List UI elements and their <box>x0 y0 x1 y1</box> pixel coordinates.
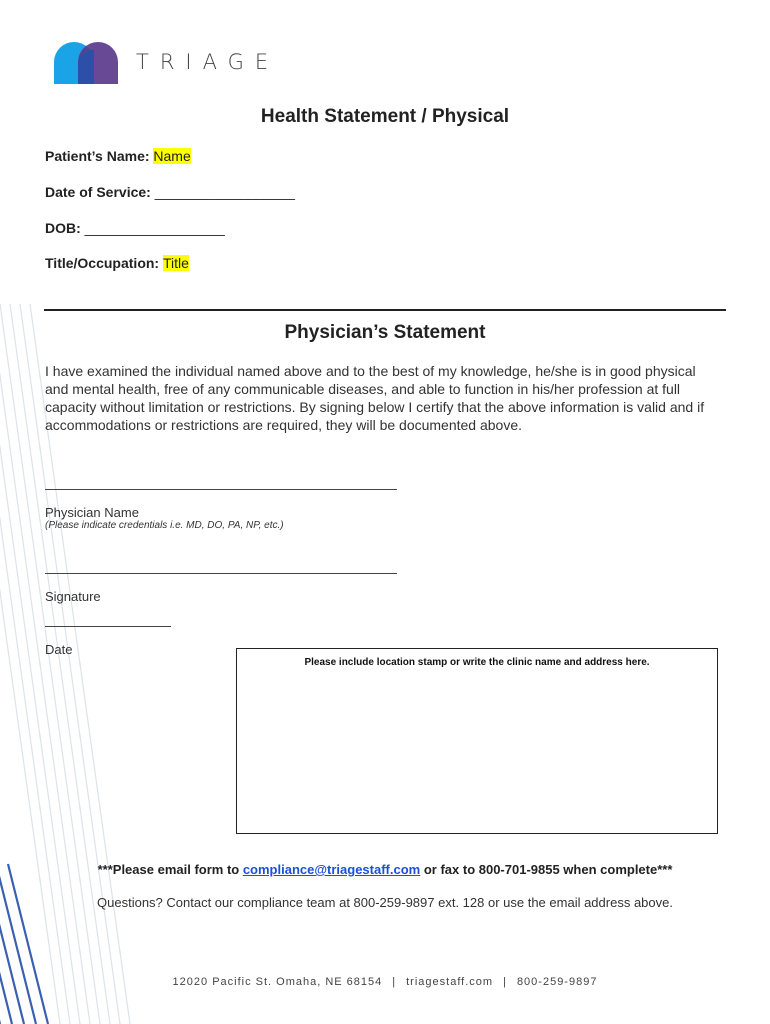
footer-phone: 800-259-9897 <box>516 976 598 988</box>
date-label: Date <box>45 642 73 657</box>
section-divider <box>44 309 726 311</box>
footer-website: triagestaff.com <box>406 976 494 988</box>
signature-label: Signature <box>45 589 101 604</box>
credentials-note: (Please indicate credentials i.e. MD, DO, PA, NP, etc.) <box>45 520 284 531</box>
signature-line[interactable] <box>45 572 397 574</box>
title-occupation-field <box>45 255 189 271</box>
patient-name-field <box>45 148 191 164</box>
physician-name-label: Physician Name <box>45 505 139 520</box>
footer-separator: | <box>503 976 507 988</box>
footer-address: 12020 Pacific St. Omaha, NE 68154 <box>172 976 383 988</box>
compliance-email-link[interactable]: compliance@triagestaff.com <box>242 862 421 877</box>
dob-field <box>45 220 225 236</box>
dob-label: DOB: <box>45 220 81 236</box>
physician-name-line[interactable] <box>45 488 397 490</box>
questions-text: Questions? Contact our compliance team at 800-259-9897 ext. 128 or use the email address above. <box>97 895 673 910</box>
dob-blank[interactable]: __________________ <box>84 220 225 236</box>
footer <box>0 976 770 988</box>
clinic-stamp-box[interactable] <box>236 648 718 834</box>
brand-name: TRIAGE <box>136 50 280 74</box>
date-of-service-blank[interactable]: __________________ <box>154 184 295 200</box>
email-instruction <box>0 862 770 877</box>
date-of-service-label: Date of Service: <box>45 184 151 200</box>
physician-statement-text: I have examined the individual named above and to the best of my knowledge, he/she is in good physical and mental health, free of any communicable diseases, and able to function in his/her profession at full capacity without limitation or restrictions. By signing below I certify that the above information is valid and if accommodations or restrictions are required, they will be documented above. <box>45 363 705 433</box>
footer-separator: | <box>392 976 397 988</box>
stamp-instruction: Please include location stamp or write the clinic name and address here. <box>304 657 650 668</box>
patient-name-value[interactable]: Name <box>153 148 191 164</box>
patient-name-label: Patient’s Name: <box>45 148 150 164</box>
date-line[interactable] <box>45 625 171 627</box>
date-of-service-field <box>45 184 295 200</box>
email-suffix: or fax to 800-701-9855 when complete*** <box>420 862 673 877</box>
title-occupation-value[interactable]: Title <box>162 255 189 271</box>
triage-logo <box>54 40 279 84</box>
email-prefix: ***Please email form to <box>97 862 243 877</box>
logo-mark-icon <box>54 40 120 84</box>
physician-statement-heading: Physician’s Statement <box>284 322 486 343</box>
title-occupation-label: Title/Occupation: <box>45 255 160 271</box>
document-title: Health Statement / Physical <box>260 106 510 127</box>
